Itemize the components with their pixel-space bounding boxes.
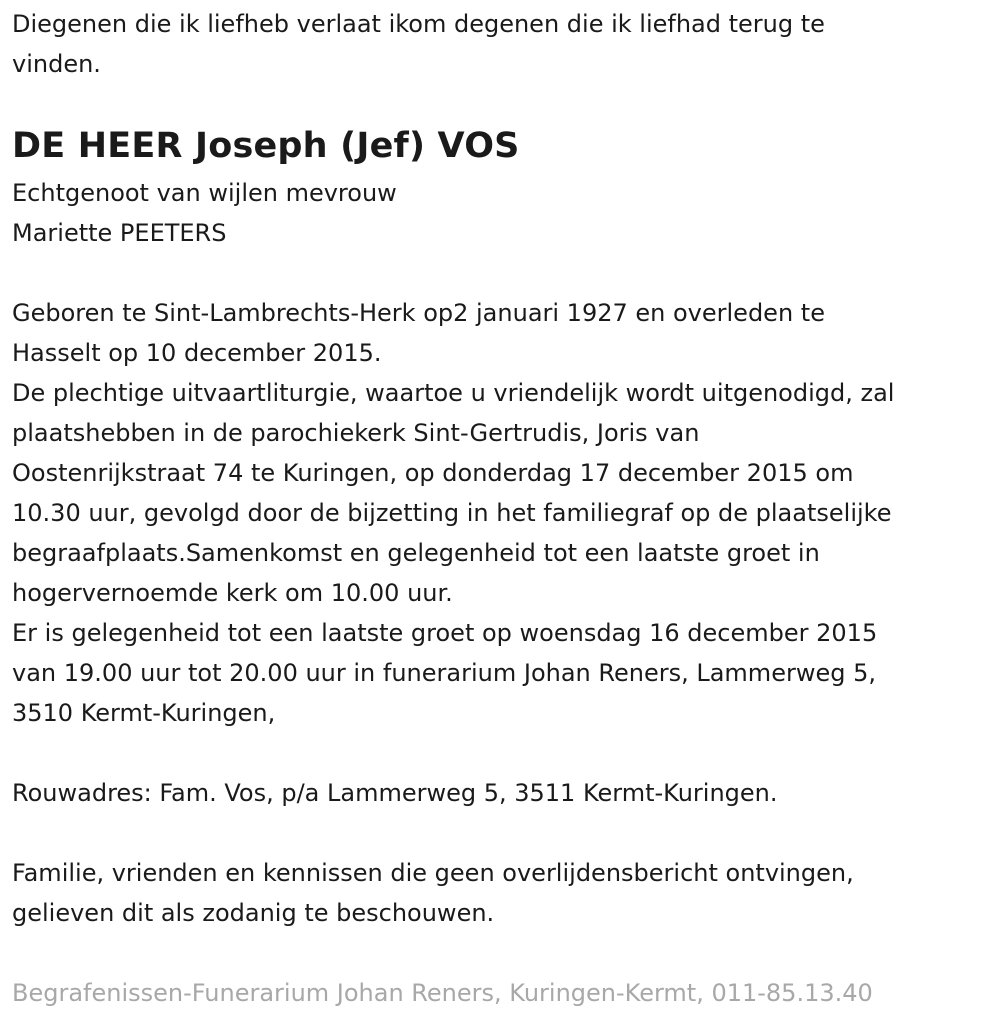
family-note-line: Familie, vrienden en kennissen die geen overlijdensbericht ontvingen, xyxy=(12,859,854,887)
opening-quote xyxy=(12,4,825,84)
body-line: Hasselt op 10 december 2015. xyxy=(12,339,382,367)
body-line: Oostenrijkstraat 74 te Kuringen, op donderdag 17 december 2015 om xyxy=(12,459,854,487)
body-line: 10.30 uur, gevolgd door de bijzetting in het familiegraf op de plaatselijke xyxy=(12,499,892,527)
quote-line: vinden. xyxy=(12,50,101,78)
spouse-line: Mariette PEETERS xyxy=(12,219,227,247)
funeral-home-footer: Begrafenissen-Funerarium Johan Reners, Kuringen-Kermt, 011-85.13.40 xyxy=(12,979,873,1007)
body-line: Er is gelegenheid tot een laatste groet op woensdag 16 december 2015 xyxy=(12,619,878,647)
spouse-info xyxy=(12,173,397,253)
family-note-line: gelieven dit als zodanig te beschouwen. xyxy=(12,899,495,927)
body-line: plaatshebben in de parochiekerk Sint-Gertrudis, Joris van xyxy=(12,419,700,447)
mourning-address xyxy=(12,773,778,813)
body-line: 3510 Kermt-Kuringen, xyxy=(12,699,276,727)
address-line: Rouwadres: Fam. Vos, p/a Lammerweg 5, 3511 Kermt-Kuringen. xyxy=(12,779,778,807)
quote-line: Diegenen die ik liefheb verlaat ikom degenen die ik liefhad terug te xyxy=(12,10,825,38)
body-line: De plechtige uitvaartliturgie, waartoe u vriendelijk wordt uitgenodigd, zal xyxy=(12,379,895,407)
body-line: van 19.00 uur tot 20.00 uur in funerarium Johan Reners, Lammerweg 5, xyxy=(12,659,876,687)
body-line: begraafplaats.Samenkomst en gelegenheid tot een laatste groet in xyxy=(12,539,820,567)
spouse-line: Echtgenoot van wijlen mevrouw xyxy=(12,179,397,207)
body-line: Geboren te Sint-Lambrechts-Herk op2 januari 1927 en overleden te xyxy=(12,299,825,327)
body-line: hogervernoemde kerk om 10.00 uur. xyxy=(12,579,453,607)
family-note xyxy=(12,853,854,933)
deceased-name-title: DE HEER Joseph (Jef) VOS xyxy=(12,126,520,166)
notice-body xyxy=(12,293,894,733)
